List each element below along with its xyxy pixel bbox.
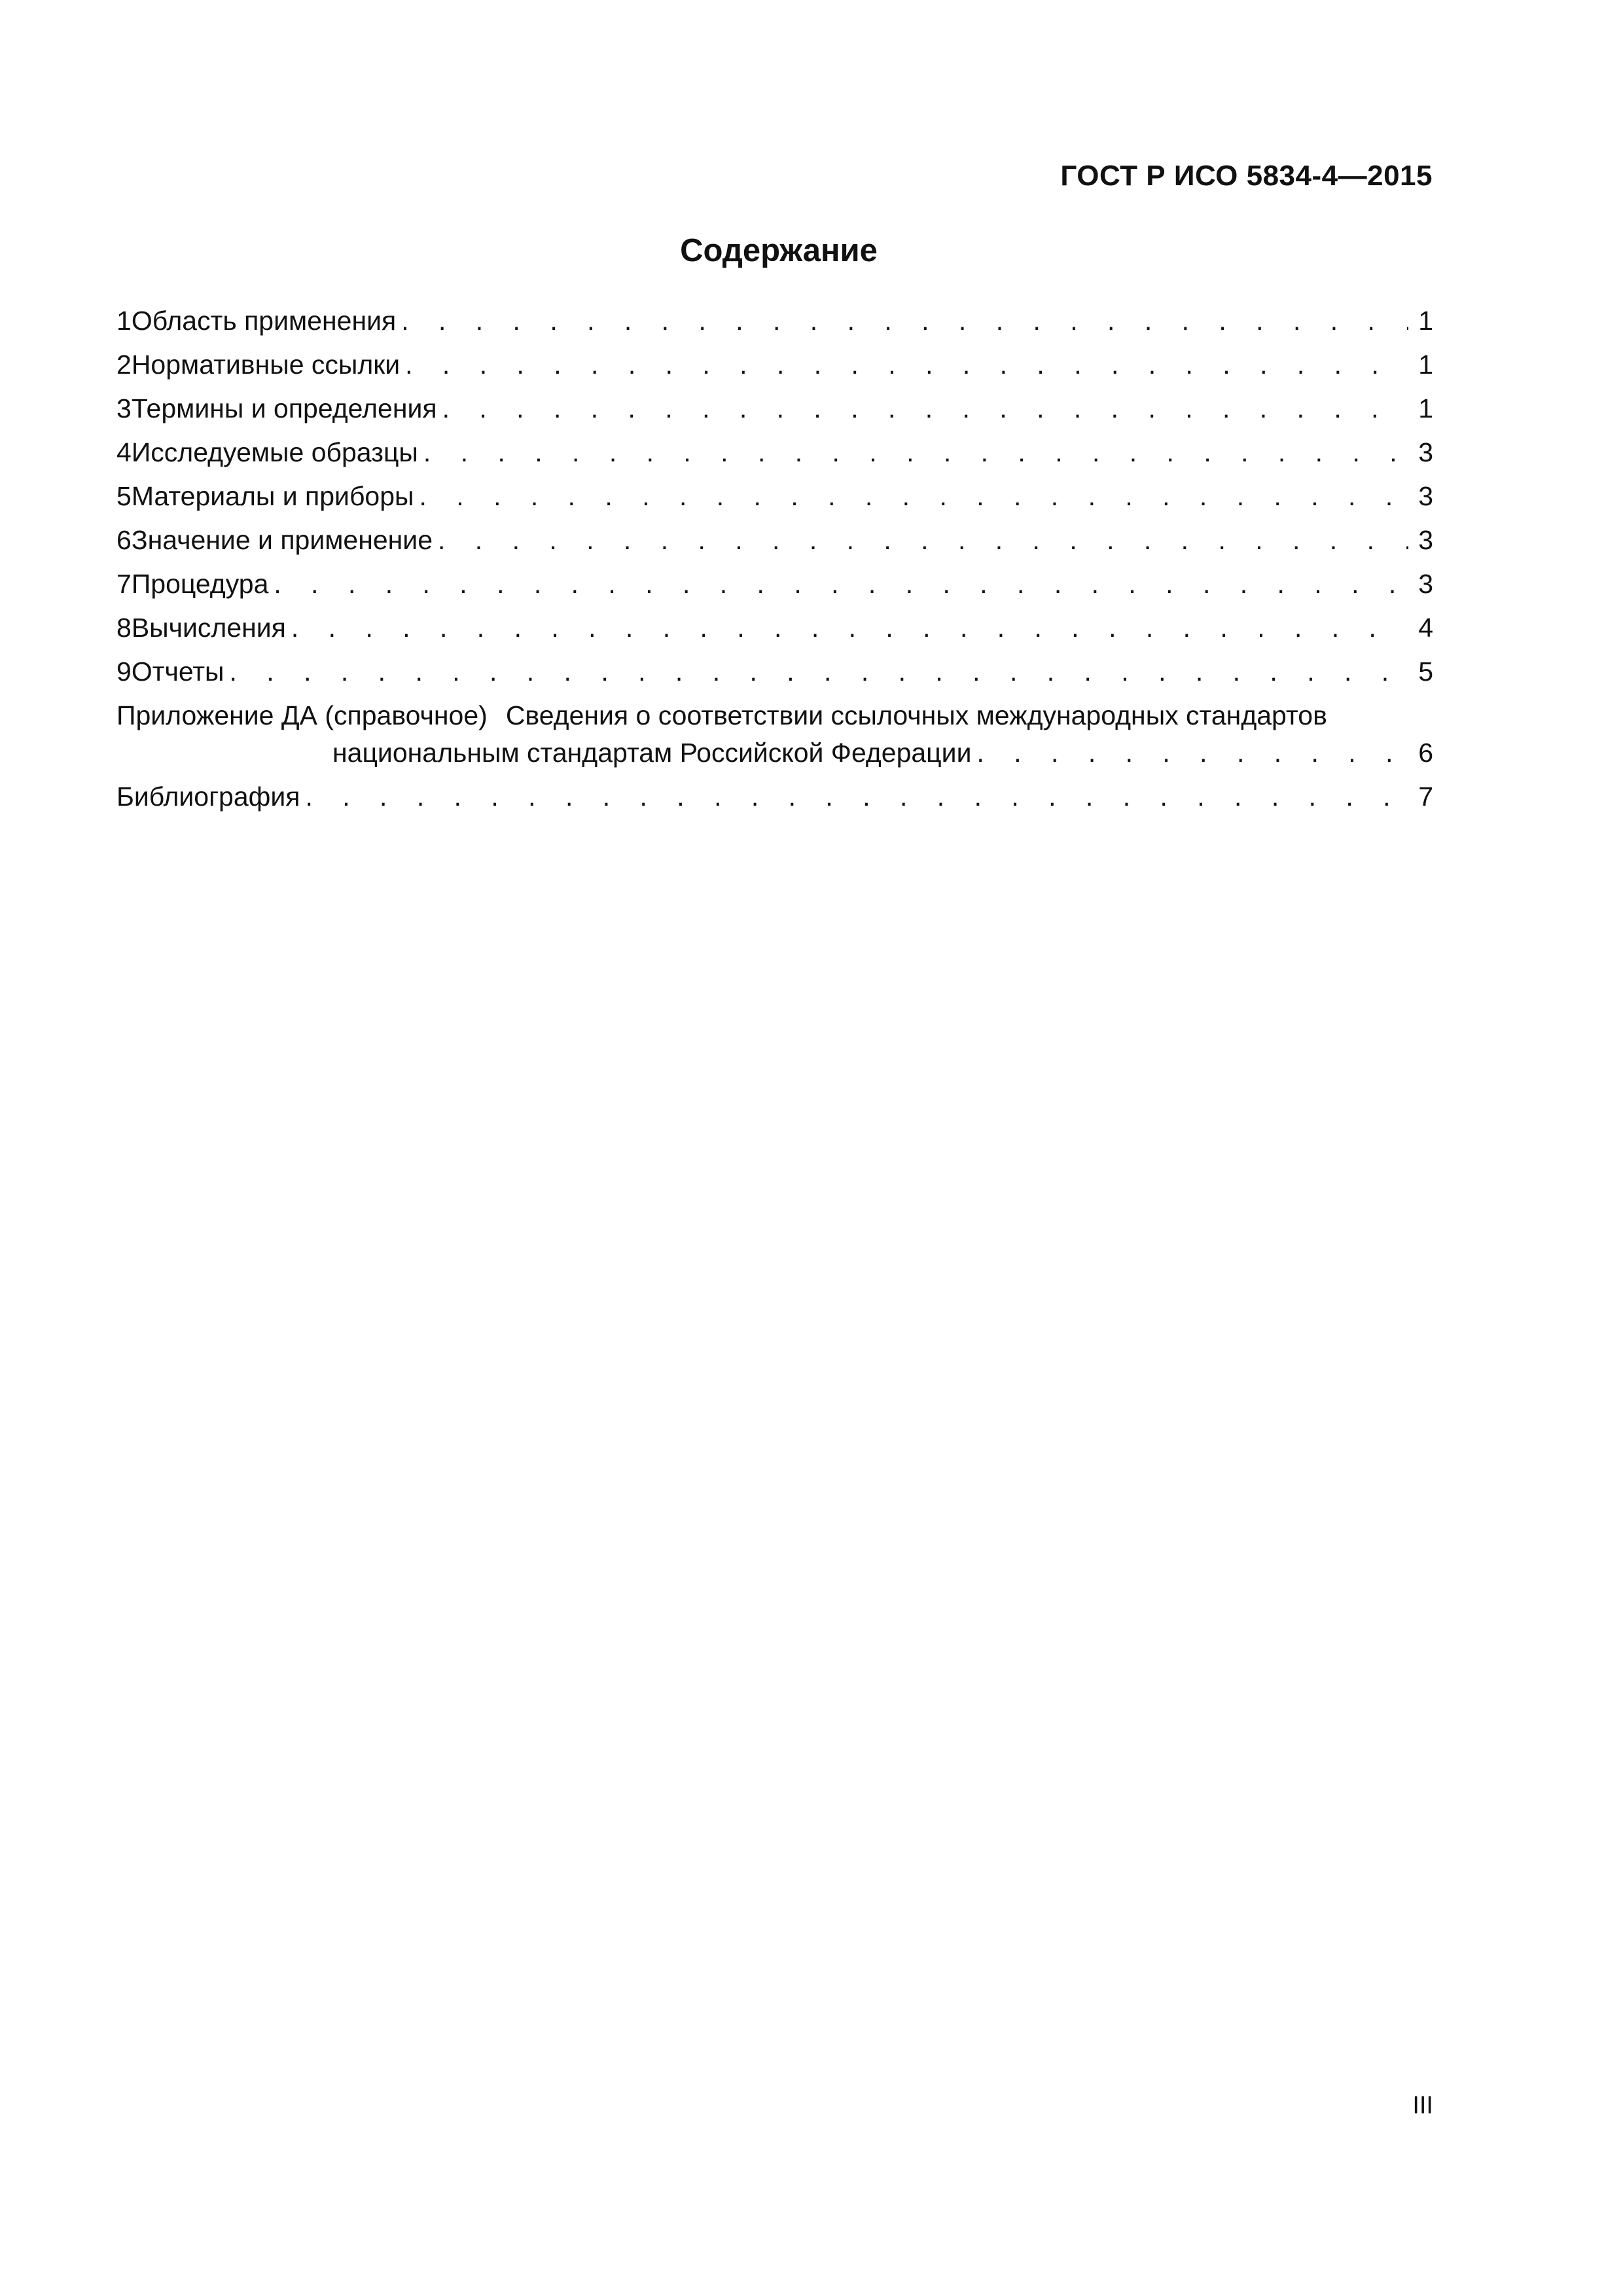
toc-item-page: 1 <box>1418 350 1433 380</box>
toc-dot-leader <box>438 518 1408 562</box>
toc-item-label: Исследуемые образцы <box>131 437 418 467</box>
toc-item-terms-definitions[interactable] <box>116 387 1433 431</box>
toc-item-number: 4 <box>116 437 132 467</box>
toc-dot-leader <box>401 299 1408 343</box>
toc-item-samples[interactable] <box>116 431 1433 475</box>
toc-item-page: 3 <box>1418 437 1433 467</box>
toc-dot-leader <box>442 387 1408 431</box>
toc-dot-leader <box>423 431 1408 475</box>
toc-item-significance[interactable] <box>116 518 1433 562</box>
toc-appendix-title-line2: национальным стандартам Российской Федерации <box>332 738 972 768</box>
toc-item-page: 3 <box>1418 481 1433 511</box>
toc-title: Содержание <box>680 233 878 268</box>
toc-item-number: 7 <box>116 569 132 599</box>
toc-item-label: Библиография <box>116 781 300 812</box>
page-number: III <box>1412 2092 1433 2119</box>
toc-item-number: 8 <box>116 613 132 643</box>
toc-dot-leader <box>274 562 1408 606</box>
toc-item-number: 2 <box>116 350 132 380</box>
toc-item-page: 3 <box>1418 525 1433 555</box>
toc-item-number: 3 <box>116 393 132 423</box>
toc-item-page: 7 <box>1418 781 1433 812</box>
toc-item-page: 1 <box>1418 393 1433 423</box>
toc-dot-leader <box>305 775 1408 819</box>
toc-item-scope[interactable] <box>116 299 1433 343</box>
toc-item-page: 1 <box>1418 306 1433 336</box>
toc-item-materials[interactable] <box>116 475 1433 518</box>
toc-item-appendix[interactable] <box>116 694 1433 731</box>
toc-item-reports[interactable] <box>116 650 1433 694</box>
toc-dot-leader <box>291 606 1408 650</box>
toc-item-page: 4 <box>1418 613 1433 643</box>
toc-item-label: Термины и определения <box>131 393 437 423</box>
toc-item-label: Значение и применение <box>131 525 433 555</box>
toc-item-calculations[interactable] <box>116 606 1433 650</box>
toc-item-label: Отчеты <box>131 656 224 687</box>
toc-item-label: Вычисления <box>131 613 286 643</box>
document-code: ГОСТ Р ИСО 5834-4—2015 <box>1060 160 1433 192</box>
toc-dot-leader <box>230 650 1408 694</box>
toc-item-normative-references[interactable] <box>116 343 1433 387</box>
toc-item-bibliography[interactable] <box>116 775 1433 819</box>
toc-item-page: 3 <box>1418 569 1433 599</box>
toc-item-appendix-continuation[interactable] <box>116 731 1433 775</box>
toc-dot-leader <box>976 731 1408 775</box>
table-of-contents <box>116 299 1433 819</box>
toc-item-number: 6 <box>116 525 132 555</box>
toc-item-number: 5 <box>116 481 132 511</box>
toc-appendix-title-line1: Сведения о соответствии ссылочных международных стандартов <box>505 700 1327 730</box>
toc-item-procedure[interactable] <box>116 562 1433 606</box>
toc-item-label: Нормативные ссылки <box>131 350 401 380</box>
toc-item-page: 6 <box>1418 738 1433 768</box>
toc-item-number: 1 <box>116 306 132 336</box>
toc-item-page: 5 <box>1418 656 1433 687</box>
toc-item-number: 9 <box>116 656 132 687</box>
toc-dot-leader <box>419 475 1409 518</box>
toc-dot-leader <box>405 343 1408 387</box>
toc-appendix-label: Приложение ДА (справочное) <box>116 700 488 730</box>
toc-item-label: Материалы и приборы <box>131 481 414 511</box>
toc-item-label: Область применения <box>131 306 397 336</box>
toc-item-label: Процедура <box>131 569 269 599</box>
